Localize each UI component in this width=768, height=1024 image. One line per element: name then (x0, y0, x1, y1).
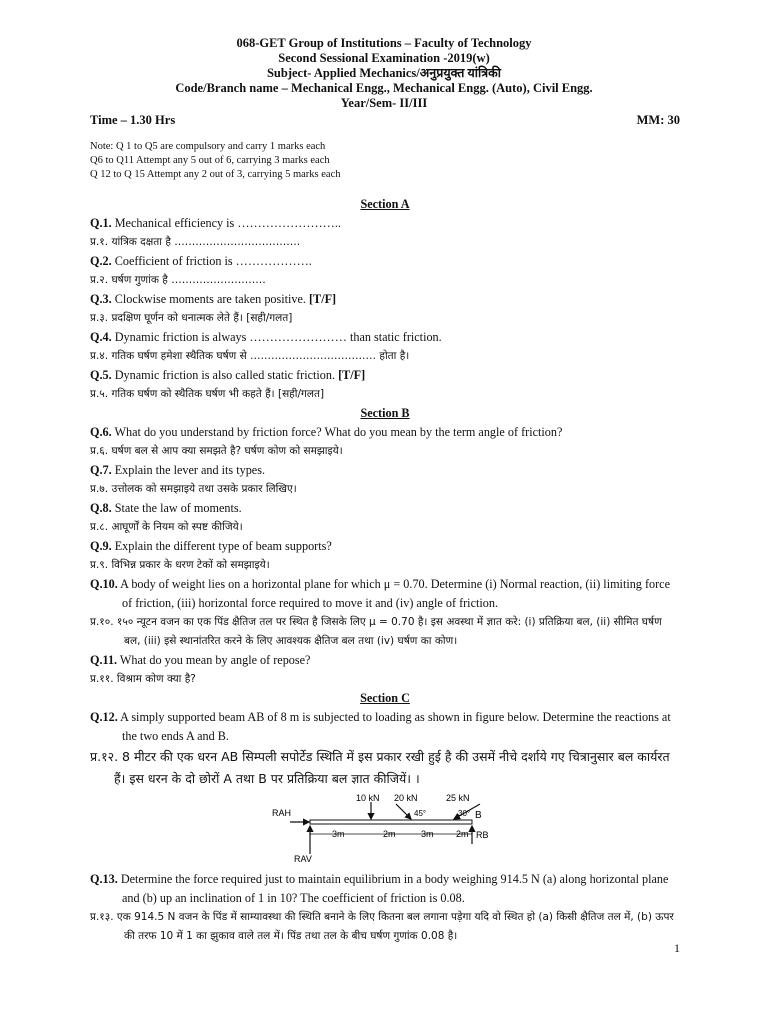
beam (310, 820, 472, 824)
question-4 (90, 328, 680, 347)
question-7 (90, 461, 680, 480)
q1-text: Mechanical efficiency is …………………….. (111, 216, 341, 230)
question-5 (90, 366, 680, 385)
question-2 (90, 252, 680, 271)
question-8 (90, 499, 680, 518)
load-25kn-label: 25 kN (446, 794, 470, 803)
dim-3m-1: 3m (332, 829, 345, 839)
q8-text: State the law of moments. (111, 501, 242, 515)
question-11-hindi: प्र.११. विश्राम कोण क्या है? (90, 673, 196, 685)
beam-diagram (270, 794, 500, 864)
point-b-label: B (475, 810, 482, 821)
q12-number: Q.12. (90, 710, 118, 724)
question-3-hindi: प्र.३. प्रदक्षिण घूर्णन को धनात्मक लेते हैं। [सही/गलत] (90, 312, 293, 324)
institution-name: 068-GET Group of Institutions – Faculty of Technology (236, 36, 532, 50)
question-6-hindi: प्र.६. घर्षण बल से आप क्या समझते है? घर्षण कोण को समझाइये। (90, 445, 343, 457)
section-a-title: Section A (360, 197, 410, 211)
question-4-hindi: प्र.४. गतिक घर्षण हमेशा स्थैतिक घर्षण से ……………………………… होता है। (90, 350, 410, 362)
subject: Subject- Applied Mechanics/अनुप्रयुक्त यांत्रिकी (266, 66, 502, 80)
q11-text: What do you mean by angle of repose? (117, 653, 311, 667)
q7-number: Q.7. (90, 463, 112, 477)
exam-header (0, 36, 768, 111)
dim-3m-2: 3m (421, 829, 434, 839)
question-7-hindi: प्र.७. उत्तोलक को समझाइये तथा उसके प्रकार लिखिए। (90, 483, 297, 495)
angle-45-label: 45° (414, 809, 427, 818)
question-5-hindi: प्र.५. गतिक घर्षण को स्थैतिक घर्षण भी कहते हैं। [सही/गलत] (90, 388, 325, 400)
reaction-b-label: RB (476, 830, 489, 840)
q9-text: Explain the different type of beam supports? (111, 539, 332, 553)
question-6 (90, 423, 680, 442)
question-13-hindi: प्र.१३. एक 914.5 N वजन के पिंड में साम्यावस्था की स्थिति बनाने के लिए कितना बल लगाना पड़ेगा यदि वो स्थित हो (a) किसी क्षैतिज तल में, (b) ऊपर की तरफ 10 में 1 का झुकाव वाले तल में। पिंड तथा तल के बीच घर्षण गुणांक 0.08 है। (90, 911, 674, 942)
note-line-3: Q 12 to Q 15 Attempt any 2 out of 3, carrying 5 marks each (90, 169, 341, 180)
q4-text: Dynamic friction is always …………………… than static friction. (111, 330, 442, 344)
load-20kn-arrow (396, 804, 411, 819)
q8-number: Q.8. (90, 501, 112, 515)
q7-text: Explain the lever and its types. (111, 463, 265, 477)
q13-number: Q.13. (90, 872, 118, 886)
q9-number: Q.9. (90, 539, 112, 553)
q10-text: A body of weight lies on a horizontal plane for which μ = 0.70. Determine (i) Normal reaction, (ii) limiting force of friction, (iii) horizontal force required to move it and (iv) angle of friction. (117, 577, 670, 610)
branch: Code/Branch name – Mechanical Engg., Mechanical Engg. (Auto), Civil Engg. (175, 81, 593, 95)
q4-number: Q.4. (90, 330, 112, 344)
load-10kn-label: 10 kN (356, 794, 380, 803)
note-line-1: Note: Q 1 to Q5 are compulsory and carry 1 marks each (90, 141, 326, 152)
question-3 (90, 290, 680, 309)
q6-number: Q.6. (90, 425, 112, 439)
question-10 (90, 575, 680, 613)
section-c-title: Section C (360, 691, 410, 705)
q10-number: Q.10. (90, 577, 118, 591)
q2-text: Coefficient of friction is ………………. (111, 254, 312, 268)
page-number: 1 (674, 941, 680, 955)
q5-number: Q.5. (90, 368, 112, 382)
year-sem: Year/Sem- II/III (340, 96, 428, 110)
dim-2m-1: 2m (383, 829, 396, 839)
question-1 (90, 214, 680, 233)
question-12 (90, 708, 680, 746)
max-marks: MM: 30 (636, 113, 680, 127)
question-9 (90, 537, 680, 556)
q1-number: Q.1. (90, 216, 112, 230)
q12-text: A simply supported beam AB of 8 m is subjected to loading as shown in figure below. Determine the reactions at the two ends A and B. (117, 710, 671, 743)
question-1-hindi: प्र.१. यांत्रिक दक्षता है ……………………………… (90, 236, 301, 248)
note-line-2: Q6 to Q11 Attempt any 5 out of 6, carrying 3 marks each (90, 155, 330, 166)
angle-30-label: 30° (458, 809, 471, 818)
section-b-title: Section B (360, 406, 410, 420)
q13-text: Determine the force required just to maintain equilibrium in a body weighing 914.5 N (a) along horizontal plane and (b) up an inclination of 1 in 10? The coefficient of friction is 0.08. (117, 872, 669, 905)
beam-figure (90, 794, 680, 864)
dim-2m-2: 2m (456, 829, 469, 839)
time-marks-row (90, 113, 680, 128)
question-8-hindi: प्र.८. आघूर्णों के नियम को स्पष्ट कीजिये। (90, 521, 243, 533)
load-20kn-label: 20 kN (394, 794, 418, 803)
q6-text: What do you understand by friction force? What do you mean by the term angle of friction? (111, 425, 563, 439)
time-allowed: Time – 1.30 Hrs (90, 113, 176, 127)
exam-body (90, 195, 680, 946)
question-10-hindi: प्र.१०. १५० न्यूटन वजन का एक पिंड क्षैतिज तल पर स्थित है जिसके लिए μ = 0.70 है। इस अवस्था में ज्ञात करे: (i) प्रतिक्रिया बल, (ii) सीमित घर्षण बल, (iii) इसे स्थानांतरित करने के लिए आवश्यक क्षैतिज बल तथा (iv) घर्षण का कोण। (90, 616, 662, 647)
question-13 (90, 870, 680, 908)
question-11 (90, 651, 680, 670)
q11-number: Q.11. (90, 653, 118, 667)
reaction-ah-label: RAH (272, 808, 292, 818)
q3-text: Clockwise moments are taken positive. (111, 292, 309, 306)
q2-number: Q.2. (90, 254, 112, 268)
q3-number: Q.3. (90, 292, 112, 306)
question-2-hindi: प्र.२. घर्षण गुणांक है ……………………… (90, 274, 266, 286)
instructions-note (90, 140, 341, 182)
question-9-hindi: प्र.९. विभिन्न प्रकार के धरण टेकों को समझाइये। (90, 559, 270, 571)
exam-title: Second Sessional Examination -2019(w) (278, 51, 490, 65)
q5-text: Dynamic friction is also called static friction. (111, 368, 339, 382)
q3-tf: [T/F] (309, 292, 337, 306)
question-12-hindi: प्र.१२. 8 मीटर की एक धरन AB सिम्पली सपोर्टेड स्थिति में इस प्रकार रखी हुई है की उसमें नीचे दर्शाये गए चित्रानुसार बल कार्यरत हैं। इस धरन के दो छोरों A तथा B पर प्रतिक्रिया बल ज्ञात कीजियें। । (90, 749, 670, 786)
reaction-av-label: RAV (294, 854, 312, 864)
q5-tf: [T/F] (338, 368, 366, 382)
